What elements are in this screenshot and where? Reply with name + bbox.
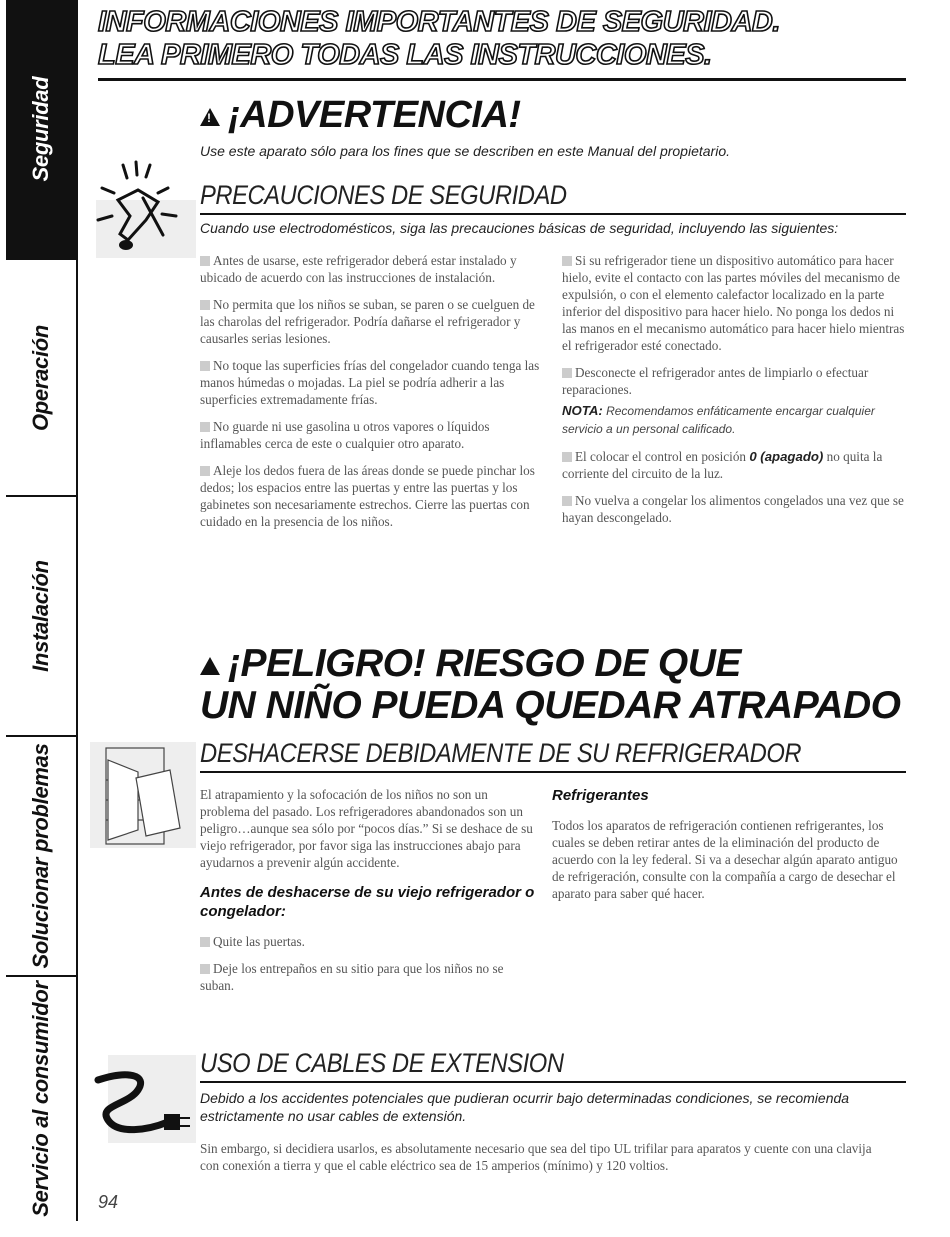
sidebar-nav [6, 0, 78, 1221]
danger-heading [200, 643, 741, 685]
note-text: Recomendamos enfáticamente encargar cualquier servicio a un personal calificado. [562, 404, 875, 436]
precautions-left-column [200, 252, 540, 540]
refrigerants-text: Todos los aparatos de refrigeración contienen refrigerantes, los cuales se deben retirar antes de la eliminación del producto de acuerdo con la ley federal. Si va a desechar algún aparato antiguo de refrigeración, consulte con la compañía a cargo de desechar el aparato para saber qué hacer. [552, 818, 898, 901]
tab-operacion[interactable] [6, 260, 76, 497]
precautions-lead: Cuando use electrodomésticos, siga las precauciones básicas de seguridad, incluyendo las siguientes: [200, 220, 839, 236]
danger-line-1: !¡PELIGRO! RIESGO DE QUE [200, 643, 741, 685]
note-label: NOTA: [562, 403, 603, 418]
page-header [98, 6, 906, 72]
extension-title: USO DE CABLES DE EXTENSION [200, 1048, 564, 1078]
page-number: 94 [98, 1192, 119, 1212]
precautions-title: PRECAUCIONES DE SEGURIDAD [200, 180, 567, 210]
bullet-icon [562, 452, 572, 462]
disposal-title: DESHACERSE DEBIDAMENTE DE SU REFRIGERADOR [200, 738, 802, 768]
tab-label: Solucionar problemas [28, 743, 53, 969]
alert-hand-icon [88, 160, 198, 260]
note [562, 402, 906, 438]
list-item: El colocar el control en posición 0 (apagado) no quita la corriente del circuito de la luz. [562, 449, 883, 481]
list-item: No toque las superficies frías del congelador cuando tenga las manos húmedas o mojadas. La piel se podría adherir a las superficies extremadamente frías. [200, 358, 540, 407]
disposal-rule [200, 771, 906, 773]
list-item: Quite las puertas. [200, 933, 535, 950]
bullet-icon [200, 256, 210, 266]
list-item: Antes de usarse, este refrigerador deberá estar instalado y ubicado de acuerdo con las instrucciones de instalación. [200, 253, 517, 285]
warning-subtitle: Use este aparato sólo para los fines que se describen en este Manual del propietario. [200, 143, 730, 159]
bullet-icon [562, 256, 572, 266]
bullet-icon [200, 361, 210, 371]
bullet-icon [200, 466, 210, 476]
tab-label: Operación [28, 324, 53, 431]
extension-rule [200, 1081, 906, 1083]
disposal-left-column [200, 786, 535, 1004]
list-item: Aleje los dedos fuera de las áreas donde se puede pinchar los dedos; los espacios entre las puertas y entre las puertas y los gabinetes son necesariamente estrechos. Cierre las puertas con cuidado en la presencia de los niños. [200, 463, 535, 529]
tab-instalacion[interactable] [6, 497, 76, 737]
bullet-icon [200, 937, 210, 947]
bullet-icon [200, 300, 210, 310]
header-line-1: INFORMACIONES IMPORTANTES DE SEGURIDAD. [98, 6, 780, 38]
tab-label: Instalación [28, 560, 53, 672]
tab-servicio-al-consumidor[interactable] [6, 977, 76, 1221]
extension-lead: Debido a los accidentes potenciales que pudieran ocurrir bajo determinadas condiciones, se recomienda estrictamente no usar cables de extensión. [200, 1090, 850, 1124]
header-line-2: LEA PRIMERO TODAS LAS INSTRUCCIONES. [98, 39, 712, 71]
disposal-right-column [552, 786, 906, 912]
warning-heading [200, 94, 521, 137]
tab-solucionar-problemas[interactable] [6, 737, 76, 977]
disposal-intro: El atrapamiento y la sofocación de los niños no son un problema del pasado. Los refrigeradores abandonados son un peligro…aunque sea sólo por “pocos días.” Si se deshace de su viejo refrigerador, por favor siga las instrucciones abajo para ayudarnos a prevenir algún accidente. [200, 787, 533, 870]
list-item: Si su refrigerador tiene un dispositivo automático para hacer hielo, evite el contacto con las partes móviles del mecanismo de expulsión, o con el elemento calefactor localizado en la parte inferior del dispositivo para hacer hielo. No ponga los dedos ni las manos en el mecanismo automático para hacer hielo mientras el refrigerador esté conectado. [562, 253, 905, 353]
list-item: Desconecte el refrigerador antes de limpiarlo o efectuar reparaciones. [562, 365, 869, 397]
bullet-icon [562, 496, 572, 506]
extension-body: Sin embargo, si decidiera usarlos, es absolutamente necesario que sea del tipo UL trifilar para aparatos y cuente con una clavija con conexión a tierra y que el cable eléctrico sea de 15 amperios (mínimo) y 120 voltios. [200, 1141, 872, 1173]
warning-triangle-icon [200, 657, 220, 675]
precautions-right-column [562, 252, 906, 536]
list-item: No permita que los niños se suban, se paren o se cuelguen de las charolas del refrigerador. Podría dañarse el refrigerador y causarles serias lesiones. [200, 297, 535, 346]
warning-title: ¡ADVERTENCIA! [228, 94, 521, 136]
disposal-before-heading: Antes de deshacerse de su viejo refrigerador o congelador: [200, 884, 535, 920]
warning-triangle-icon [200, 108, 220, 126]
tab-label: Servicio al consumidor [28, 981, 53, 1217]
refrigerator-icon [88, 740, 198, 850]
bullet-icon [200, 964, 210, 974]
extension-cord-icon [88, 1050, 198, 1150]
refrigerants-heading: Refrigerantes [552, 787, 649, 804]
list-item: Deje los entrepaños en su sitio para que los niños no se suban. [200, 961, 504, 993]
precautions-rule [200, 213, 906, 215]
danger-line-2: UN NIÑO PUEDA QUEDAR ATRAPADO [200, 684, 901, 727]
tab-seguridad[interactable] [6, 0, 76, 260]
tab-label: Seguridad [28, 76, 53, 182]
bullet-icon [562, 368, 572, 378]
bullet-icon [200, 422, 210, 432]
header-rule [98, 78, 906, 81]
list-item: No guarde ni use gasolina u otros vapores o líquidos inflamables cerca de este o cualquier otro aparato. [200, 419, 490, 451]
list-item: No vuelva a congelar los alimentos congelados una vez que se hayan descongelado. [562, 493, 904, 525]
